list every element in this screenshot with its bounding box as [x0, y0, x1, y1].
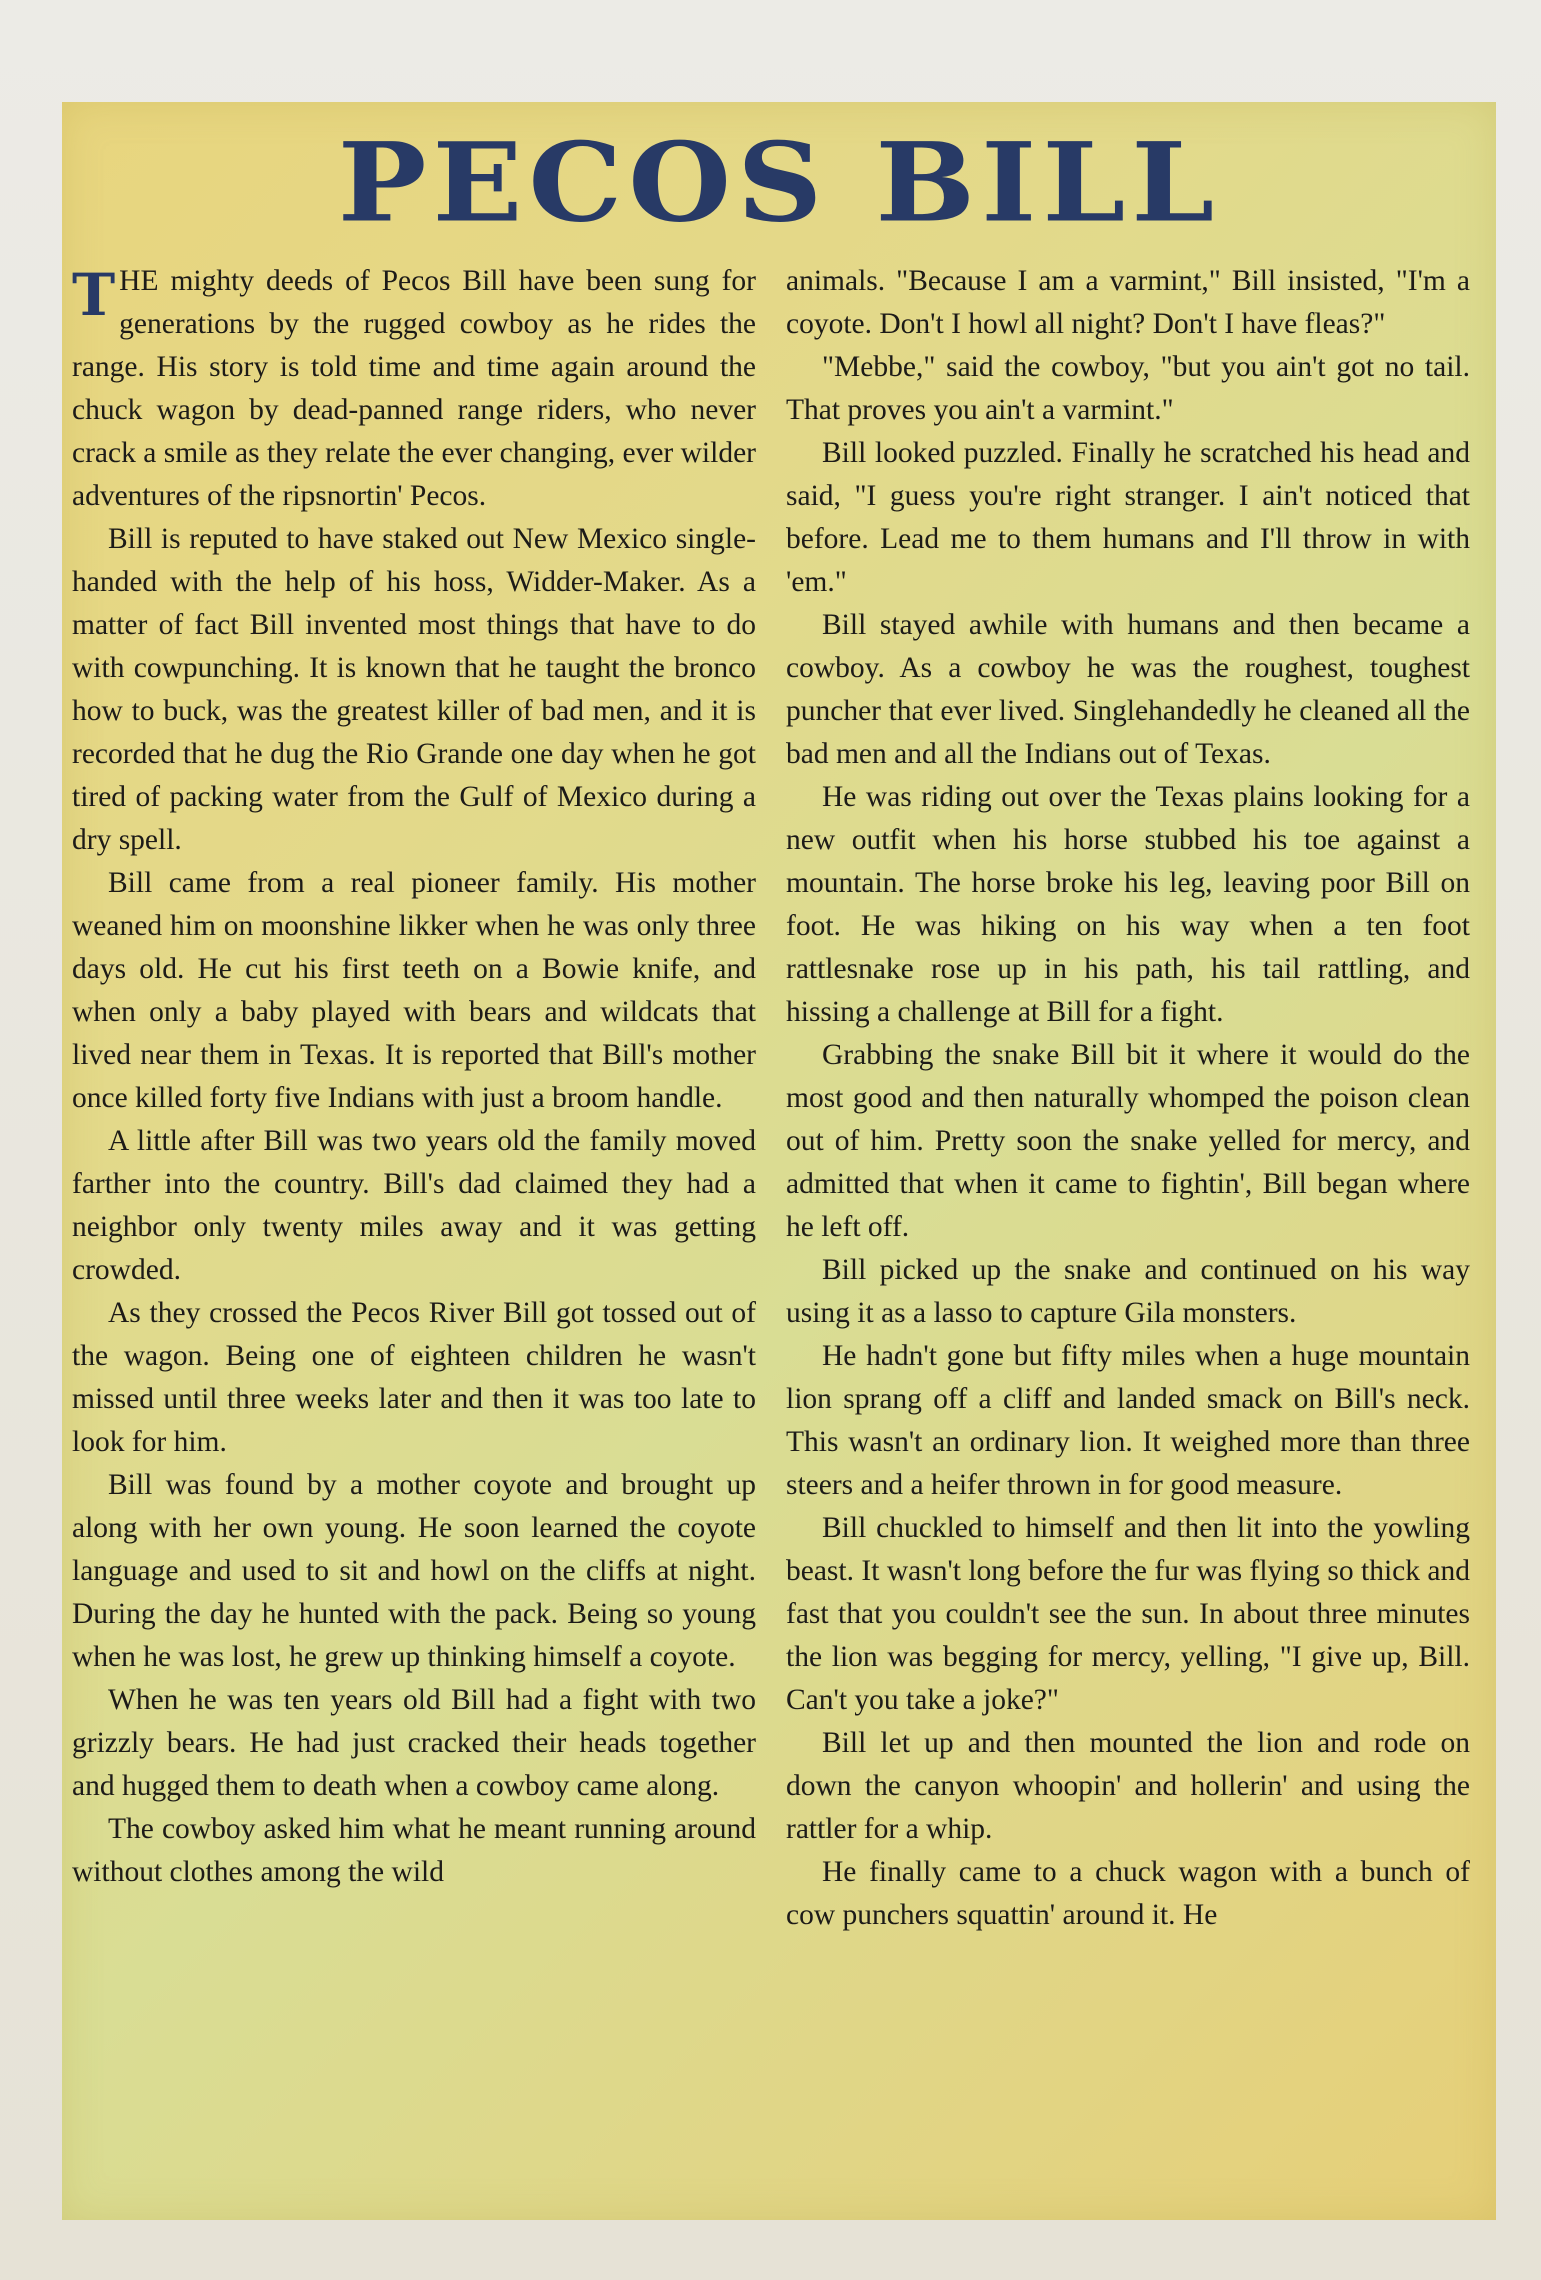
paragraph: A little after Bill was two years old the family moved farther into the country. Bill's dad claimed they had a neighbor only twenty miles away and it was getting crowded.	[72, 1125, 756, 1286]
left-column	[72, 260, 756, 1894]
paragraph: "Mebbe," said the cowboy, "but you ain't got no tail. That proves you ain't a varmint."	[786, 351, 1470, 426]
paragraph	[72, 260, 756, 518]
drop-cap: T	[72, 261, 116, 329]
paragraph: He was riding out over the Texas plains looking for a new outfit when his horse stubbed his toe against a mountain. The horse broke his leg, leaving poor Bill on foot. He was hiking on his way when a ten foot rattlesnake rose up in his path, his tail rattling, and hissing a challenge at Bill for a fight.	[786, 781, 1470, 1028]
paragraph: As they crossed the Pecos River Bill got tossed out of the wagon. Being one of eighteen children he wasn't missed until three weeks later and then it was too late to look for him.	[72, 1297, 756, 1458]
page-title: PECOS BILL	[337, 118, 1221, 247]
paragraph: He hadn't gone but fifty miles when a huge mountain lion sprang off a cliff and landed smack on Bill's neck. This wasn't an ordinary lion. It weighed more than three steers and a heifer thrown in for good measure.	[786, 1340, 1470, 1501]
paragraph: Bill looked puzzled. Finally he scratched his head and said, "I guess you're right stranger. I ain't noticed that before. Lead me to them humans and I'll throw in with 'em."	[786, 437, 1470, 598]
paragraph: Bill chuckled to himself and then lit into the yowling beast. It wasn't long before the fur was flying so thick and fast that you couldn't see the sun. In about three minutes the lion was begging for mercy, yelling, "I give up, Bill. Can't you take a joke?"	[786, 1512, 1470, 1716]
paragraph: Grabbing the snake Bill bit it where it would do the most good and then naturally whomped the poison clean out of him. Pretty soon the snake yelled for mercy, and admitted that when it came to fightin', Bill began where he left off.	[786, 1039, 1470, 1243]
paragraph: Bill is reputed to have staked out New Mexico single-handed with the help of his hoss, Widder-Maker. As a matter of fact Bill invented most things that have to do with cowpunching. It is known that he taught the bronco how to buck, was the greatest killer of bad men, and it is recorded that he dug the Rio Grande one day when he got tired of packing water from the Gulf of Mexico during a dry spell.	[72, 523, 756, 856]
paragraph: animals. "Because I am a varmint," Bill insisted, "I'm a coyote. Don't I howl all night? Don't I have fleas?"	[786, 265, 1470, 340]
paragraph: Bill came from a real pioneer family. His mother weaned him on moonshine likker when he was only three days old. He cut his first teeth on a Bowie knife, and when only a baby played with bears and wildcats that lived near them in Texas. It is reported that Bill's mother once killed forty five Indians with just a broom handle.	[72, 867, 756, 1114]
right-column	[786, 260, 1470, 1937]
paragraph: Bill was found by a mother coyote and brought up along with her own young. He soon learned the coyote language and used to sit and howl on the cliffs at night. During the day he hunted with the pack. Being so young when he was lost, he grew up thinking himself a coyote.	[72, 1469, 756, 1673]
paragraph: He finally came to a chuck wagon with a bunch of cow punchers squattin' around it. He	[786, 1856, 1470, 1931]
paragraph: Bill picked up the snake and continued on his way using it as a lasso to capture Gila monsters.	[786, 1254, 1470, 1329]
story-panel	[62, 102, 1496, 2220]
paragraph: The cowboy asked him what he meant running around without clothes among the wild	[72, 1813, 756, 1888]
paragraph: Bill stayed awhile with humans and then became a cowboy. As a cowboy he was the roughest, toughest puncher that ever lived. Singlehandedly he cleaned all the bad men and all the Indians out of Texas.	[786, 609, 1470, 770]
paragraph: Bill let up and then mounted the lion and rode on down the canyon whoopin' and hollerin' and using the rattler for a whip.	[786, 1727, 1470, 1845]
paragraph: When he was ten years old Bill had a fight with two grizzly bears. He had just cracked their heads together and hugged them to death when a cowboy came along.	[72, 1684, 756, 1802]
paragraph-text: HE mighty deeds of Pecos Bill have been sung for generations by the rugged cowboy as he rides the range. His story is told time and time again around the chuck wagon by dead-panned range riders, who never crack a smile as they relate the ever changing, ever wilder adventures of the ripsnortin' Pecos.	[72, 265, 756, 512]
story-columns	[62, 260, 1496, 2210]
